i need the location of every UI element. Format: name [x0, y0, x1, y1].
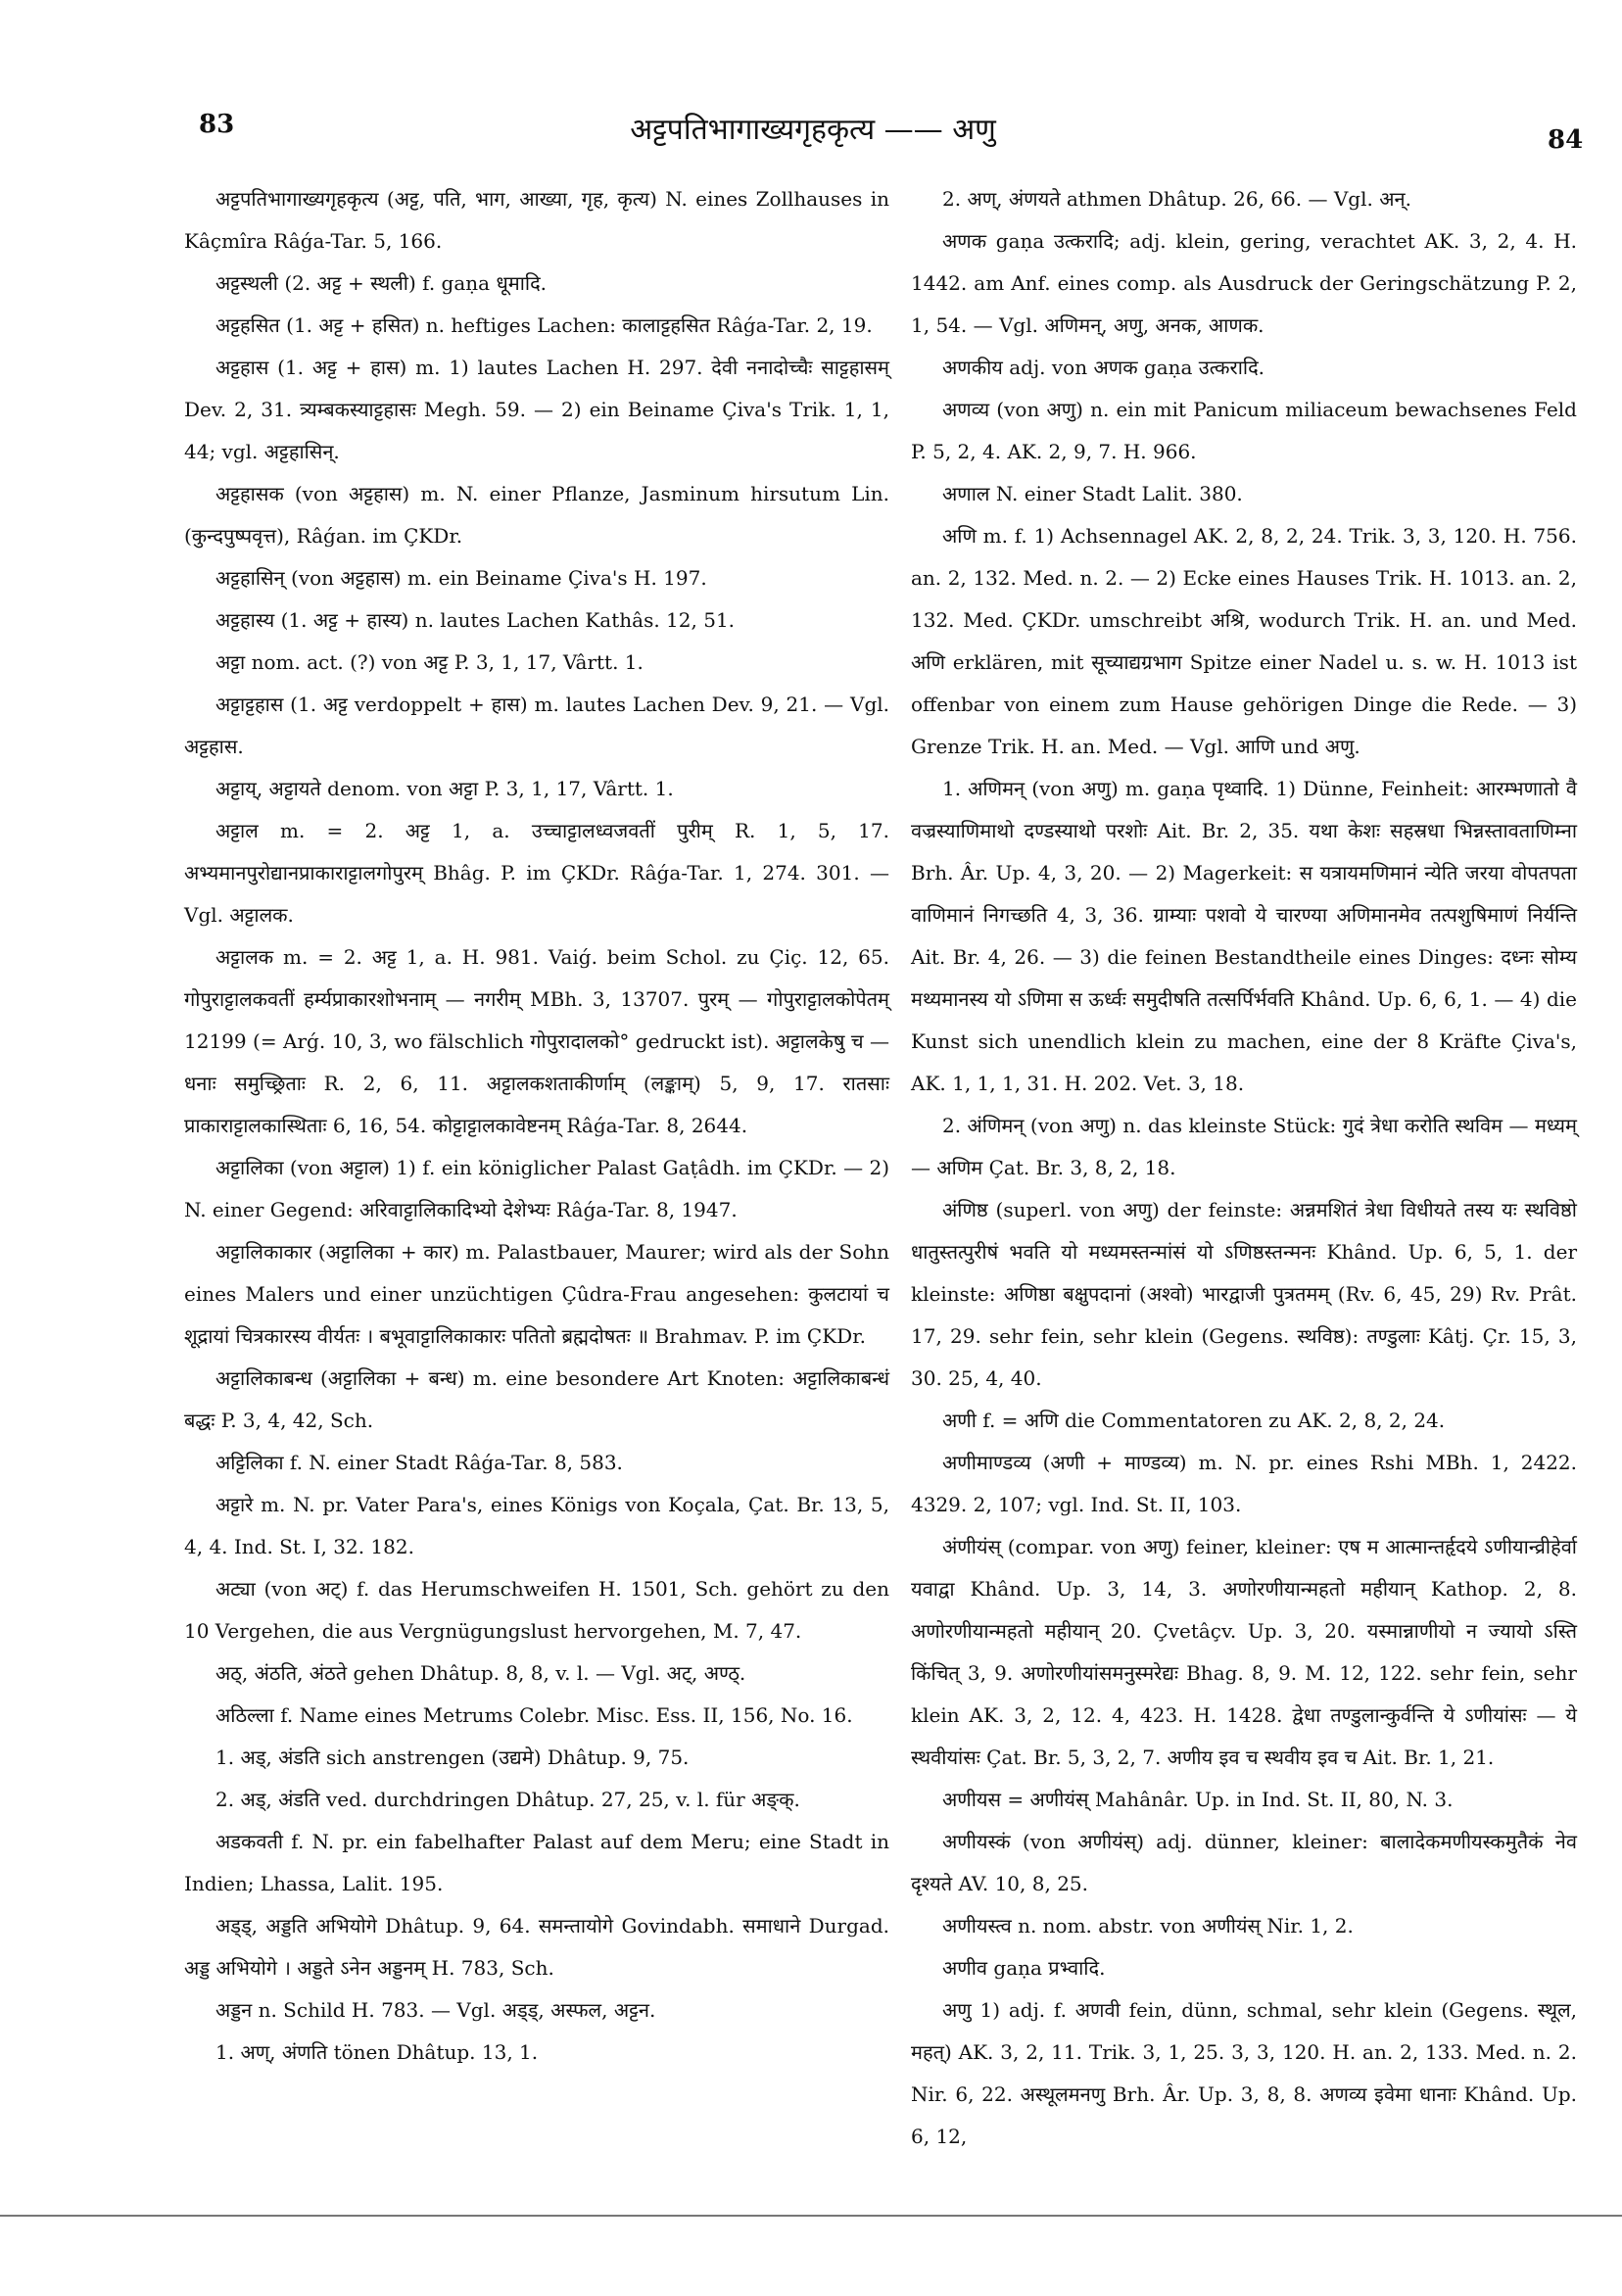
dictionary-entry: अणीव gaṇa प्रभ्वादि. [942, 1956, 1106, 1980]
dictionary-entry: अड्डन n. Schild H. 783. — Vgl. अड्ड्, अस्फल, अट्टन. [215, 1998, 656, 2022]
dictionary-entry: 1. अणिमन् (von अणु) m. gaṇa पृथ्वादि. 1) Dünne, Feinheit: आरम्भणातो वै वज्रस्याणिमाथो दण्डस्याथो परशोः Ait. Br. 2, 35. यथा केशः सहस्रधा भिन्नस्तावताणिम्ना Brh. Âr. Up. 4, 3, 20. — 2) Magerkeit: स यत्रायमणिमानं न्येति जरया वोपतपता वाणिमानं निगच्छति 4, 3, 36. ग्राम्याः पशवो ये चारण्या अणिमानमेव तत्पशुषिमाणं निर्यन्ति Ait. Br. 4, 26. — 3) die feinen Bestandtheile eines Dinges: दध्नः सोम्य मथ्यमानस्य यो ऽणिमा स ऊर्ध्वः समुदीषति तत्सर्पिर्भवति Khând. Up. 6, 6, 1. — 4) die Kunst sich unendlich klein zu machen, eine der 8 Kräfte Çiva's, AK. 1, 1, 1, 31. H. 202. Vet. 3, 18. [911, 777, 1577, 1095]
dictionary-entry: 2. अड्, अंडति ved. durchdringen Dhâtup. 27, 25, v. l. für अङ्क्. [215, 1788, 800, 1811]
right-column [911, 178, 1577, 2158]
dictionary-entry: अणक gaṇa उत्करादि; adj. klein, gering, verachtet AK. 3, 2, 4. H. 1442. am Anf. eines comp. als Ausdruck der Geringschätzung P. 2, 1, 54. — Vgl. अणिमन्, अणु, अनक, आणक. [911, 229, 1577, 337]
dictionary-entry: अट्टालिकाकार (अट्टालिका + कार) m. Palastbauer, Maurer; wird als der Sohn eines Malers und einer unzüchtigen Çûdra-Frau angesehen: कुलटायां च शूद्रायां चित्रकारस्य वीर्यतः । बभूवाट्टालिकाकारः पतितो ब्रह्मदोषतः ॥ Brahmav. P. im ÇKDr. [184, 1240, 889, 1348]
dictionary-entry: 1. अड्, अंडति sich anstrengen (उद्यमे) Dhâtup. 9, 75. [215, 1746, 690, 1769]
page-number-right: 84 [1548, 125, 1584, 155]
dictionary-entry: अट्टस्थली (2. अट्ट + स्थली) f. gaṇa धूमादि. [215, 271, 548, 295]
dictionary-entry: अट्टालिका (von अट्टाल) 1) f. ein königlicher Palast Gaṭâdh. im ÇKDr. — 2) N. einer Gegend: अरिवाट्टालिकादिभ्यो देशेभ्यः Râǵa-Tar. 8, 1947. [184, 1156, 889, 1221]
running-head: अट्टपतिभागाख्यगृहकृत्य —— अणु [630, 113, 996, 147]
dictionary-entry: अट्टहास (1. अट्ट + हास) m. 1) lautes Lachen H. 297. देवी ननादोच्चैः साट्टहासम् Dev. 2, 31. त्र्यम्बकस्याट्टहासः Megh. 59. — 2) ein Beiname Çiva's Trik. 1, 1, 44; vgl. अट्टहासिन्. [184, 356, 889, 463]
dictionary-entry: अंणीयंस् (compar. von अणु) feiner, kleiner: एष म आत्मान्तर्हृदये ऽणीयान्व्रीहेर्वा यवाद्वा Khând. Up. 3, 14, 3. अणोरणीयान्महतो महीयान् Kathop. 2, 8. अणोरणीयान्महतो महीयान् 20. Çvetâçv. Up. 3, 20. यस्मान्नाणीयो न ज्यायो ऽस्ति किंचित् 3, 9. अणोरणीयांसमनुस्मरेद्यः Bhag. 8, 9. M. 12, 122. sehr fein, sehr klein AK. 3, 2, 12. 4, 423. H. 1428. द्वेधा तण्डुलान्कुर्वन्ति ये ऽणीयांसः — ये स्थवीयांसः Çat. Br. 5, 3, 2, 7. अणीय इव च स्थवीय इव च Ait. Br. 1, 21. [911, 1535, 1577, 1769]
dictionary-entry: अंणिष्ठ (superl. von अणु) der feinste: अन्नमशितं त्रेधा विधीयते तस्य यः स्थविष्ठो धातुस्तत्पुरीषं भवति यो मध्यमस्तन्मांसं यो ऽणिष्ठस्तन्मनः Khând. Up. 6, 5, 1. der kleinste: अणिष्ठा बक्षुपदानां (अश्वो) भारद्वाजी पुत्रतमम् (Rv. 6, 45, 29) Rv. Prât. 17, 29. sehr fein, sehr klein (Gegens. स्थविष्ठ): तण्डुलाः Kâtj. Çr. 15, 3, 30. 25, 4, 40. [911, 1198, 1577, 1390]
dictionary-entry: अठ्, अंठति, अंठते gehen Dhâtup. 8, 8, v. l. — Vgl. अट्, अण्ठ्. [215, 1661, 746, 1685]
dictionary-entry: 1. अण्, अंणति tönen Dhâtup. 13, 1. [215, 2040, 539, 2064]
page-number-left: 83 [199, 110, 235, 139]
dictionary-entry: अट्टहासिन् (von अट्टहास) m. ein Beiname Çiva's H. 197. [215, 566, 707, 590]
dictionary-entry: अट्टहासक (von अट्टहास) m. N. einer Pflanze, Jasminum hirsutum Lin. (कुन्दपुष्पवृत्त), Râǵan. im ÇKDr. [184, 482, 889, 548]
dictionary-entry: 2. अण्, अंणयते athmen Dhâtup. 26, 66. — Vgl. अन्. [942, 187, 1411, 211]
dictionary-entry: अट्टहास्य (1. अट्ट + हास्य) n. lautes Lachen Kathâs. 12, 51. [215, 608, 736, 632]
dictionary-entry: अट्टा nom. act. (?) von अट्ट P. 3, 1, 17, Vârtt. 1. [215, 650, 644, 674]
dictionary-entry: अट्टाट्टहास (1. अट्ट verdoppelt + हास) m. lautes Lachen Dev. 9, 21. — Vgl. अट्टहास. [184, 693, 889, 758]
dictionary-entry: अट्टालक m. = 2. अट्ट 1, a. H. 981. Vaiǵ. beim Schol. zu Çiç. 12, 65. गोपुराट्टालकवतीं हर्म्यप्राकारशोभनाम् — नगरीम् MBh. 3, 13707. पुरम् — गोपुराट्टालकोपेतम् 12199 (= Arǵ. 10, 3, wo fälschlich गोपुरादालको° gedruckt ist). अट्टालकेषु च — धनाः समुच्छ्रिताः R. 2, 6, 11. अट्टालकशताकीर्णाम् (लङ्काम्) 5, 9, 17. रातसाः प्राकाराट्टालकास्थिताः 6, 16, 54. कोट्टाट्टालकावेष्टनम् Râǵa-Tar. 8, 2644. [184, 945, 889, 1137]
dictionary-entry: अणव्य (von अणु) n. ein mit Panicum miliaceum bewachsenes Feld P. 5, 2, 4. AK. 2, 9, 7. H. 966. [911, 398, 1577, 463]
dictionary-entry: अठिल्ला f. Name eines Metrums Colebr. Misc. Ess. II, 156, No. 16. [215, 1703, 853, 1727]
dictionary-entry: अट्टिलिका f. N. einer Stadt Râǵa-Tar. 8, 583. [215, 1451, 623, 1474]
dictionary-entry: अणीयस्कं (von अणीयंस्) adj. dünner, kleiner: बालादेकमणीयस्कमुतैकं नेव दृश्यते AV. 10, 8, 25. [911, 1830, 1577, 1895]
dictionary-entry: अट्टारे m. N. pr. Vater Para's, eines Königs von Koçala, Çat. Br. 13, 5, 4, 4. Ind. St. I, 32. 182. [184, 1493, 889, 1558]
dictionary-entry: अट्टालिकाबन्ध (अट्टालिका + बन्ध) m. eine besondere Art Knoten: अट्टालिकाबन्धं बद्धः P. 3, 4, 42, Sch. [184, 1366, 889, 1432]
page-header [0, 0, 1622, 157]
dictionary-entry: अणीयस = अणीयंस् Mahânâr. Up. in Ind. St. II, 80, N. 3. [942, 1788, 1454, 1811]
dictionary-entry: अणाल N. einer Stadt Lalit. 380. [942, 482, 1243, 505]
dictionary-entry: अट्टपतिभागाख्यगृहकृत्य (अट्ट, पति, भाग, आख्या, गृह, कृत्य) N. eines Zollhauses in Kâçmîra Râǵa-Tar. 5, 166. [184, 187, 889, 253]
footer-rule [0, 2215, 1622, 2217]
dictionary-entry: 2. अंणिमन् (von अणु) n. das kleinste Stück: गुदं त्रेधा करोति स्थविम — मध्यम् — अणिम Çat. Br. 3, 8, 2, 18. [911, 1114, 1577, 1179]
dictionary-entry: अणु 1) adj. f. अणवी fein, dünn, schmal, sehr klein (Gegens. स्थूल, महत्) AK. 3, 2, 11. Trik. 3, 1, 25. 3, 3, 120. H. an. 2, 133. Med. n. 2. Nir. 6, 22. अस्थूलमनणु Brh. Âr. Up. 3, 8, 8. अणव्य इवेमा धानाः Khând. Up. 6, 12, [911, 1998, 1577, 2148]
left-column [184, 178, 889, 2074]
dictionary-entry: अट्टहसित (1. अट्ट + हसित) n. heftiges Lachen: कालाट्टहसित Râǵa-Tar. 2, 19. [215, 313, 873, 337]
dictionary-entry: अट्टाल m. = 2. अट्ट 1, a. उच्चाट्टालध्वजवतीं पुरीम् R. 1, 5, 17. अभ्यमानपुरोद्यानप्राकाराट्टालगोपुरम् Bhâg. P. im ÇKDr. Râǵa-Tar. 1, 274. 301. — Vgl. अट्टालक. [184, 819, 889, 927]
dictionary-entry: अणीमाण्डव्य (अणी + माण्डव्य) m. N. pr. eines Rshi MBh. 1, 2422. 4329. 2, 107; vgl. Ind. St. II, 103. [911, 1451, 1577, 1516]
dictionary-entry: अणि m. f. 1) Achsennagel AK. 2, 8, 2, 24. Trik. 3, 3, 120. H. 756. an. 2, 132. Med. n. 2. — 2) Ecke eines Hauses Trik. H. 1013. an. 2, 132. Med. ÇKDr. umschreibt अश्रि, wodurch Trik. H. an. und Med. अणि erklären, mit सूच्याद्यग्रभाग Spitze einer Nadel u. s. w. H. 1013 ist offenbar von einem zum Hause gehörigen Dinge die Rede. — 3) Grenze Trik. H. an. Med. — Vgl. आणि und अणु. [911, 524, 1577, 758]
dictionary-entry: अणीयस्त्व n. nom. abstr. von अणीयंस् Nir. 1, 2. [942, 1914, 1354, 1937]
dictionary-entry: अणी f. = अणि die Commentatoren zu AK. 2, 8, 2, 24. [942, 1409, 1446, 1432]
dictionary-entry: अट्टाय्, अट्टायते denom. von अट्टा P. 3, 1, 17, Vârtt. 1. [215, 777, 674, 800]
dictionary-entry: अट्या (von अट्) f. das Herumschweifen H. 1501, Sch. gehört zu den 10 Vergehen, die aus Vergnügungslust hervorgehen, M. 7, 47. [184, 1577, 889, 1643]
dictionary-entry: अणकीय adj. von अणक gaṇa उत्करादि. [942, 356, 1265, 379]
dictionary-entry: अडकवती f. N. pr. ein fabelhafter Palast auf dem Meru; eine Stadt in Indien; Lhassa, Lalit. 195. [184, 1830, 889, 1895]
dictionary-entry: अड्ड्, अड्डति अभियोगे Dhâtup. 9, 64. समन्तायोगे Govindabh. समाधाने Durgad. अड्ड अभियोगे । अड्डते ऽनेन अड्डनम् H. 783, Sch. [184, 1914, 889, 1980]
